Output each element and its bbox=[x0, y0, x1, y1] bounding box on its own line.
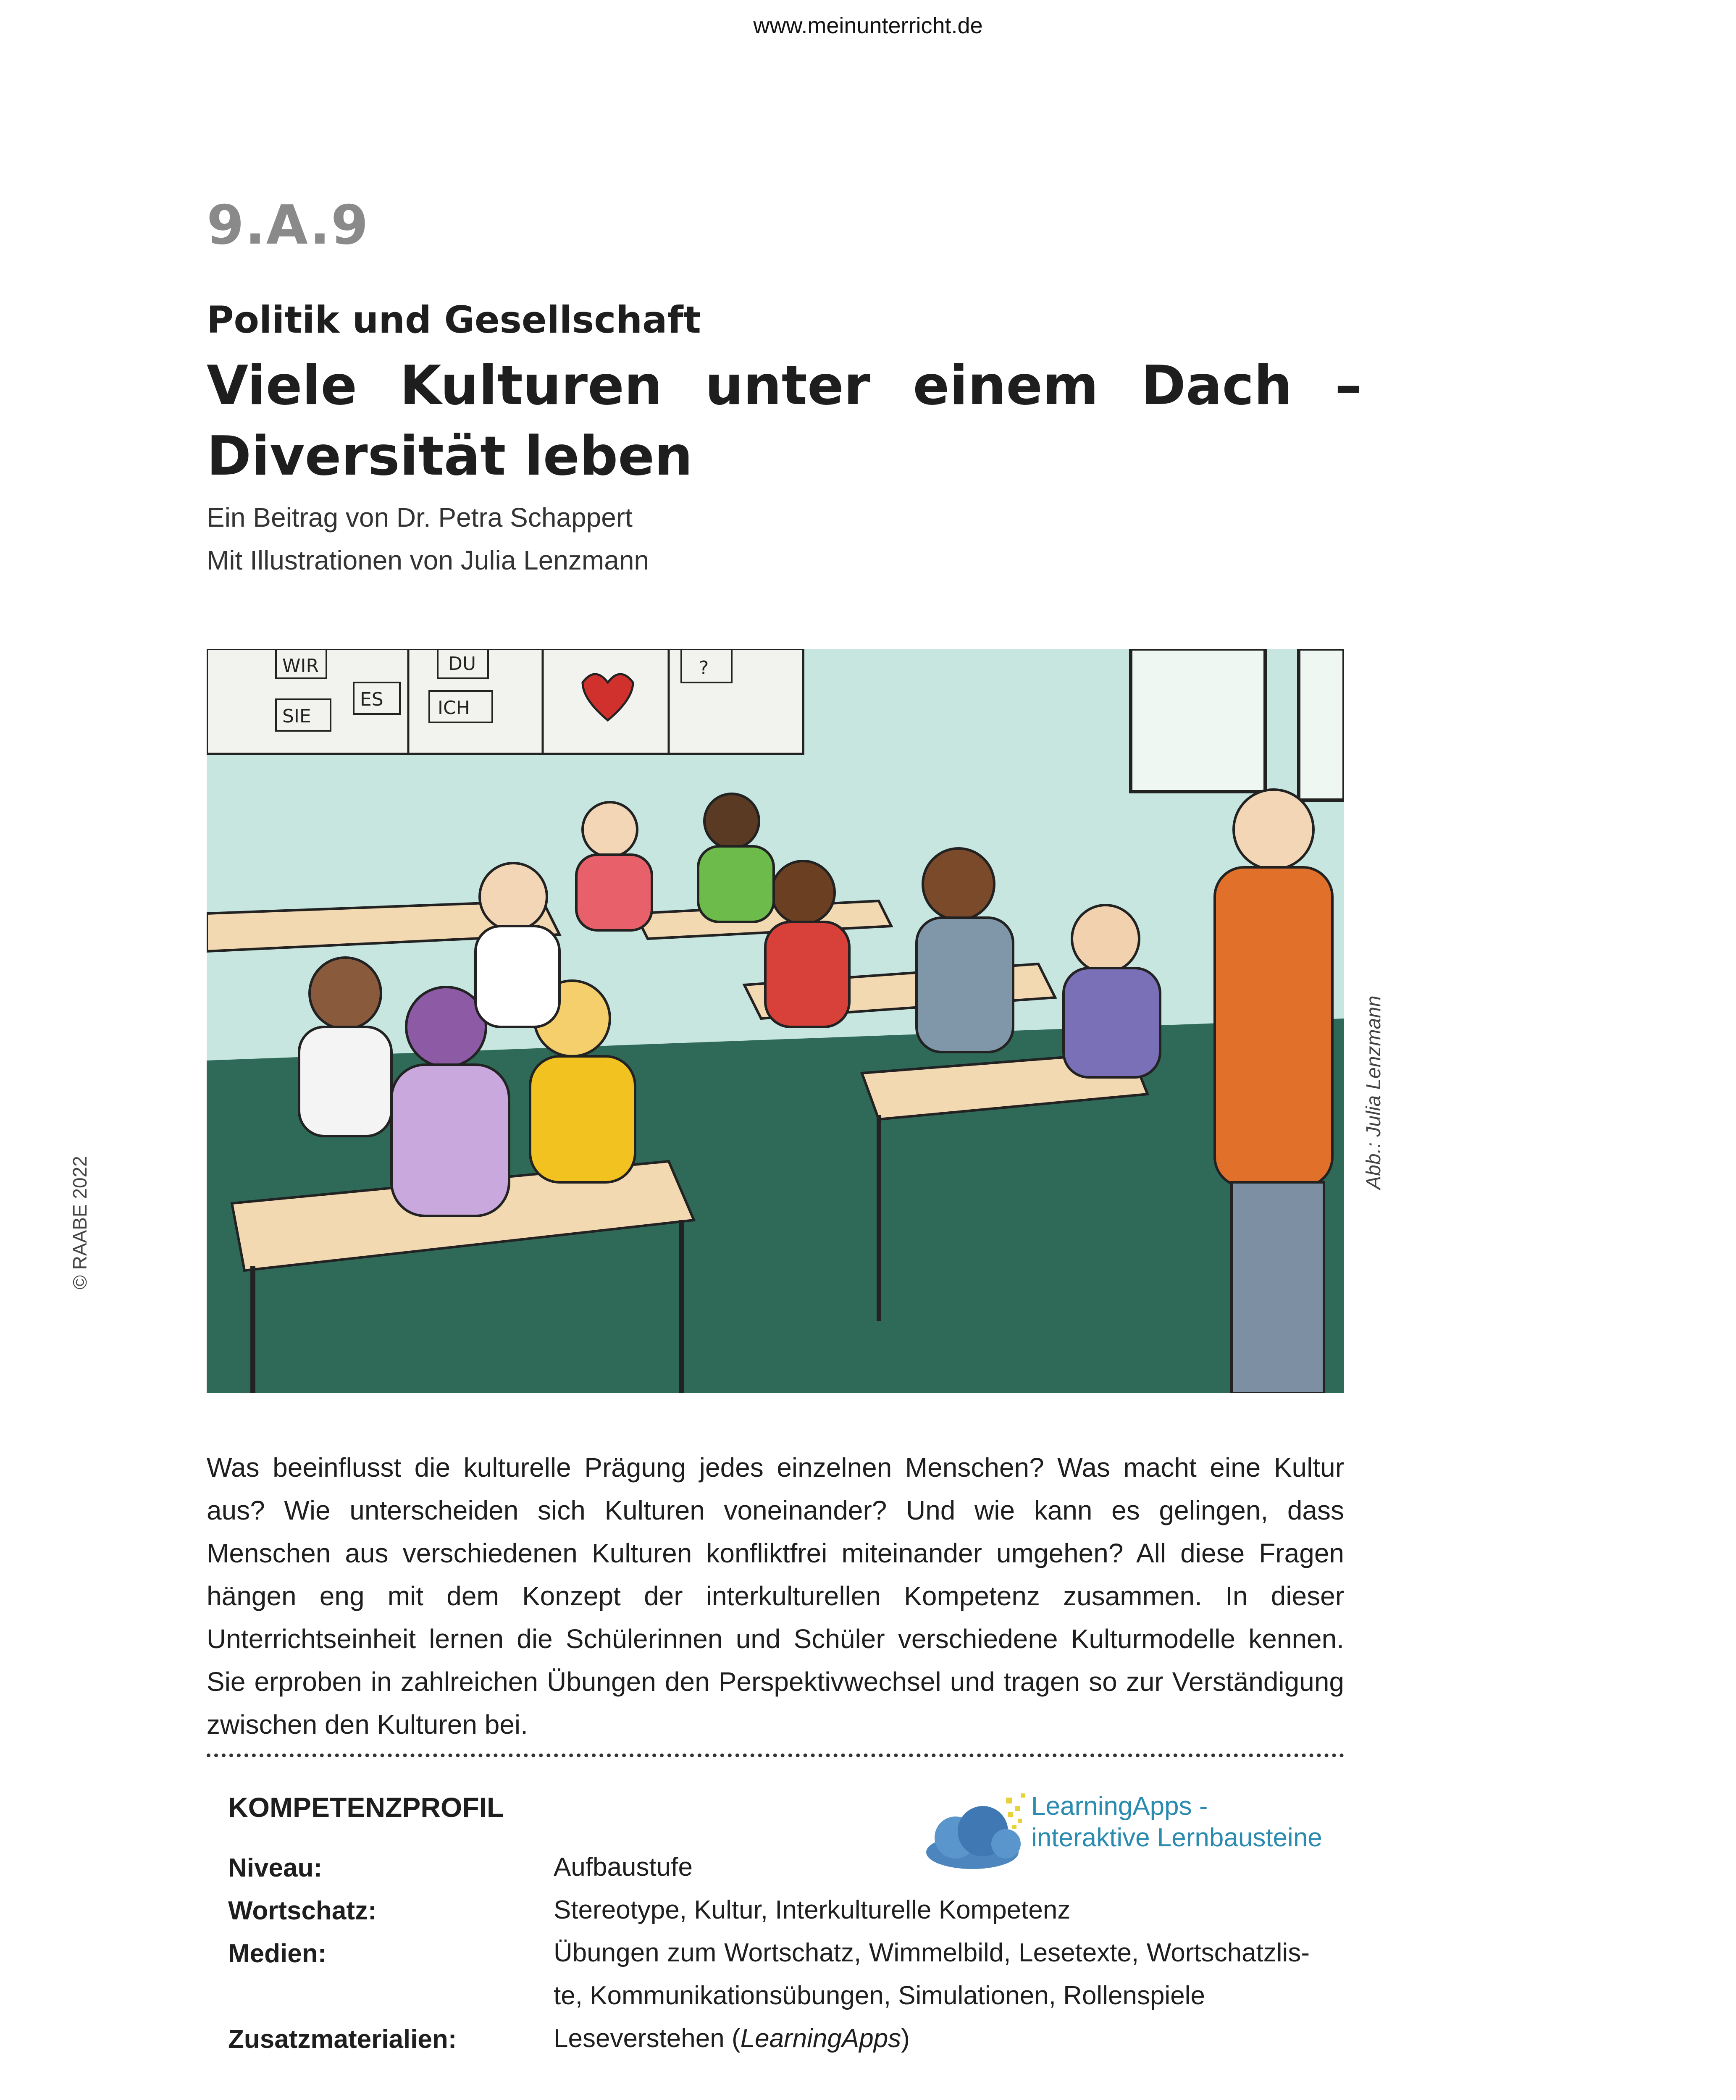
board-word: ICH bbox=[438, 697, 470, 719]
divider-top bbox=[207, 1754, 1344, 1757]
student bbox=[772, 861, 835, 924]
competence-profile-heading: KOMPETENZPROFIL bbox=[228, 1792, 504, 1823]
value-text: Leseverstehen ( bbox=[554, 2024, 741, 2053]
learningapps-link[interactable]: LearningApps bbox=[740, 2024, 901, 2053]
board-word: WIR bbox=[282, 655, 319, 677]
logo-line-2: interaktive Lernbausteine bbox=[1031, 1823, 1322, 1852]
student bbox=[583, 802, 637, 857]
profile-value-medien: Übungen zum Wortschatz, Wimmelbild, Lesetexte, Wortschatzliste, Kommunikationsübungen, Simulationen, Rollenspiele bbox=[554, 1938, 1310, 2010]
unit-code: 9.A.9 bbox=[207, 194, 369, 257]
board-word: SIE bbox=[282, 706, 311, 727]
student bbox=[310, 958, 381, 1029]
intro-paragraph: Was beeinflusst die kulturelle Prägung jedes einzelnen Menschen? Was macht eine Kultur aus? Wie unterscheiden sich Kulturen voneinander? Und wie kann es gelingen, dass Menschen aus verschiedenen Kulturen konfliktfrei miteinander umgehen? All diese Fragen hängen eng mit dem Konzept der interkulturellen Kompetenz zusammen. In dieser Unterrichtseinheit lernen die Schülerinnen und Schüler verschiedene Kulturmodelle kennen. Sie erproben in zahlreichen Übungen den Perspektivwechsel und tragen so zur Verständigung zwischen den Kulturen bei. bbox=[207, 1452, 1344, 1740]
window bbox=[1131, 649, 1265, 792]
profile-value-wortschatz: Stereotype, Kultur, Interkulturelle Kompetenz bbox=[554, 1895, 1071, 1924]
teacher bbox=[1234, 790, 1313, 869]
student bbox=[923, 848, 994, 920]
page-title: Viele Kulturen unter einem Dach – Diversität leben bbox=[207, 354, 1362, 488]
byline-author: Ein Beitrag von Dr. Petra Schappert bbox=[207, 502, 633, 533]
profile-value-niveau: Aufbaustufe bbox=[554, 1853, 693, 1882]
site-url: www.meinunterricht.de bbox=[753, 13, 983, 38]
profile-value-zusatzmaterialien bbox=[554, 2017, 1310, 2060]
student bbox=[480, 863, 547, 930]
logo-line-1: LearningApps - bbox=[1031, 1792, 1208, 1821]
student bbox=[704, 794, 759, 848]
profile-label-zusatzmaterialien: Zusatzmaterialien: bbox=[228, 2025, 457, 2054]
copyright-notice: © RAABE 2022 bbox=[69, 1156, 91, 1289]
student bbox=[1072, 905, 1139, 972]
profile-label-niveau: Niveau: bbox=[228, 1853, 322, 1882]
byline-illustrator: Mit Illustrationen von Julia Lenzmann bbox=[207, 545, 649, 575]
profile-label-wortschatz: Wortschatz: bbox=[228, 1896, 377, 1925]
profile-label-medien: Medien: bbox=[228, 1939, 327, 1968]
board-word: ES bbox=[360, 689, 383, 710]
image-credit: Abb.: Julia Lenzmann bbox=[1363, 995, 1385, 1189]
value-text-end: ) bbox=[901, 2024, 910, 2053]
student bbox=[406, 987, 486, 1067]
classroom-illustration bbox=[207, 649, 1344, 1393]
board-word: ? bbox=[699, 657, 709, 679]
subject-heading: Politik und Gesellschaft bbox=[207, 298, 701, 341]
board-word: DU bbox=[448, 653, 476, 675]
